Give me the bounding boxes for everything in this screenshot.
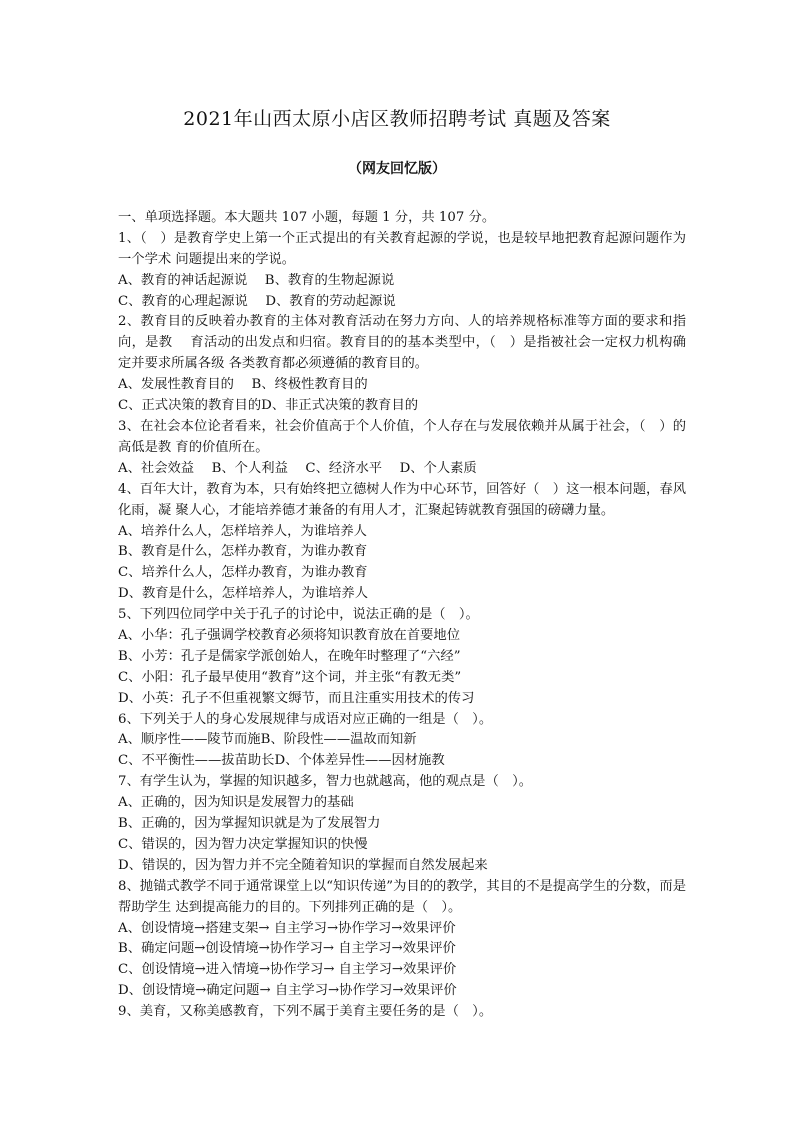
section-heading: 一、单项选择题。本大题共 107 小题，每题 1 分，共 107 分。 [118, 210, 496, 225]
question-text: 5、下列四位同学中关于孔子的讨论中，说法正确的是（ ）。 [118, 607, 479, 623]
answer-option: D、教育是什么，怎样培养人，为谁培养人 [118, 586, 369, 602]
question-text: 3、在社会本位论者看来，社会价值高于个人价值，个人存在与发展依赖并从属于社会，（ ）的高低是教 育的价值所在。 [118, 418, 686, 455]
question-text: 9、美育，又称美感教育，下列不属于美育主要任务的是（ ）。 [118, 1004, 493, 1020]
document-subtitle: （网友回忆版） [348, 161, 446, 177]
answer-option: A、顺序性——陵节而施B、阶段性——温故而知新 [118, 732, 417, 748]
answer-option: D、错误的，因为智力并不完全随着知识的掌握而自然发展起来 [118, 857, 488, 873]
answer-option: A、创设情境→搭建支架→ 自主学习→协作学习→效果评价 [118, 920, 456, 936]
answer-option: A、培养什么人，怎样培养人，为谁培养人 [118, 523, 367, 539]
answer-option: B、正确的，因为掌握知识就是为了发展智力 [118, 816, 381, 832]
answer-option: A、发展性教育目的 B、终极性教育目的 [118, 377, 368, 393]
answer-option: C、正式决策的教育目的D、非正式决策的教育目的 [118, 398, 419, 414]
answer-option: D、小英：孔子不但重视繁文缛节，而且注重实用技术的传习 [118, 690, 475, 706]
question-text: 4、百年大计，教育为本，只有始终把立德树人作为中心环节，回答好（ ）这一根本问题，春风化雨，凝 聚人心，才能培养德才兼备的有用人才，汇聚起铸就教育强国的磅礴力量。 [118, 481, 686, 518]
question-text: 7、有学生认为，掌握的知识越多，智力也就越高，他的观点是（ ）。 [118, 774, 533, 790]
answer-option: C、培养什么人，怎样办教育，为谁办教育 [118, 565, 368, 581]
answer-option: C、创设情境→进入情境→协作学习→ 自主学习→效果评价 [118, 962, 457, 978]
answer-option: A、教育的神话起源说 B、教育的生物起源说 [118, 272, 395, 288]
question-text: 6、下列关于人的身心发展规律与成语对应正确的一组是（ ）。 [118, 711, 493, 727]
answer-option: B、确定问题→创设情境→协作学习→ 自主学习→效果评价 [118, 941, 456, 957]
question-text: 2、教育目的反映着办教育的主体对教育活动在努力方向、人的培养规格标准等方面的要求和指向，是教 育活动的出发点和归宿。教育目的的基本类型中，（ ）是指被社会一定权力机构确定并要求所属各级 各类教育都必须遵循的教育目的。 [118, 314, 686, 372]
answer-option: C、教育的心理起源说 D、教育的劳动起源说 [118, 293, 396, 309]
answer-option: A、正确的，因为知识是发展智力的基础 [118, 795, 354, 811]
answer-option: C、小阳：孔子最早使用“教育”这个词，并主张“有教无类” [118, 669, 462, 685]
answer-option: A、小华：孔子强调学校教育必须将知识教育放在首要地位 [118, 627, 461, 643]
answer-option: C、不平衡性——拔苗助长D、个体差异性——因材施教 [118, 753, 445, 769]
document-body [118, 208, 686, 1023]
answer-option: A、社会效益 B、个人利益 C、经济水平 D、个人素质 [118, 460, 477, 476]
question-text: 8、抛锚式教学不同于通常课堂上以“知识传递”为目的的教学，其目的不是提高学生的分数，而是帮助学生 达到提高能力的目的。下列排列正确的是（ ）。 [118, 878, 686, 915]
answer-option: B、教育是什么，怎样办教育，为谁办教育 [118, 544, 368, 560]
document-title: 2021年山西太原小店区教师招聘考试 真题及答案 [183, 108, 611, 130]
question-text: 1、（ ）是教育学史上第一个正式提出的有关教育起源的学说，也是较早地把教育起源问题作为一个学术 问题提出来的学说。 [118, 230, 686, 267]
answer-option: B、小芳：孔子是儒家学派创始人，在晚年时整理了“六经” [118, 648, 461, 664]
answer-option: D、创设情境→确定问题→ 自主学习→协作学习→效果评价 [118, 983, 457, 999]
answer-option: C、错误的，因为智力决定掌握知识的快慢 [118, 836, 368, 852]
